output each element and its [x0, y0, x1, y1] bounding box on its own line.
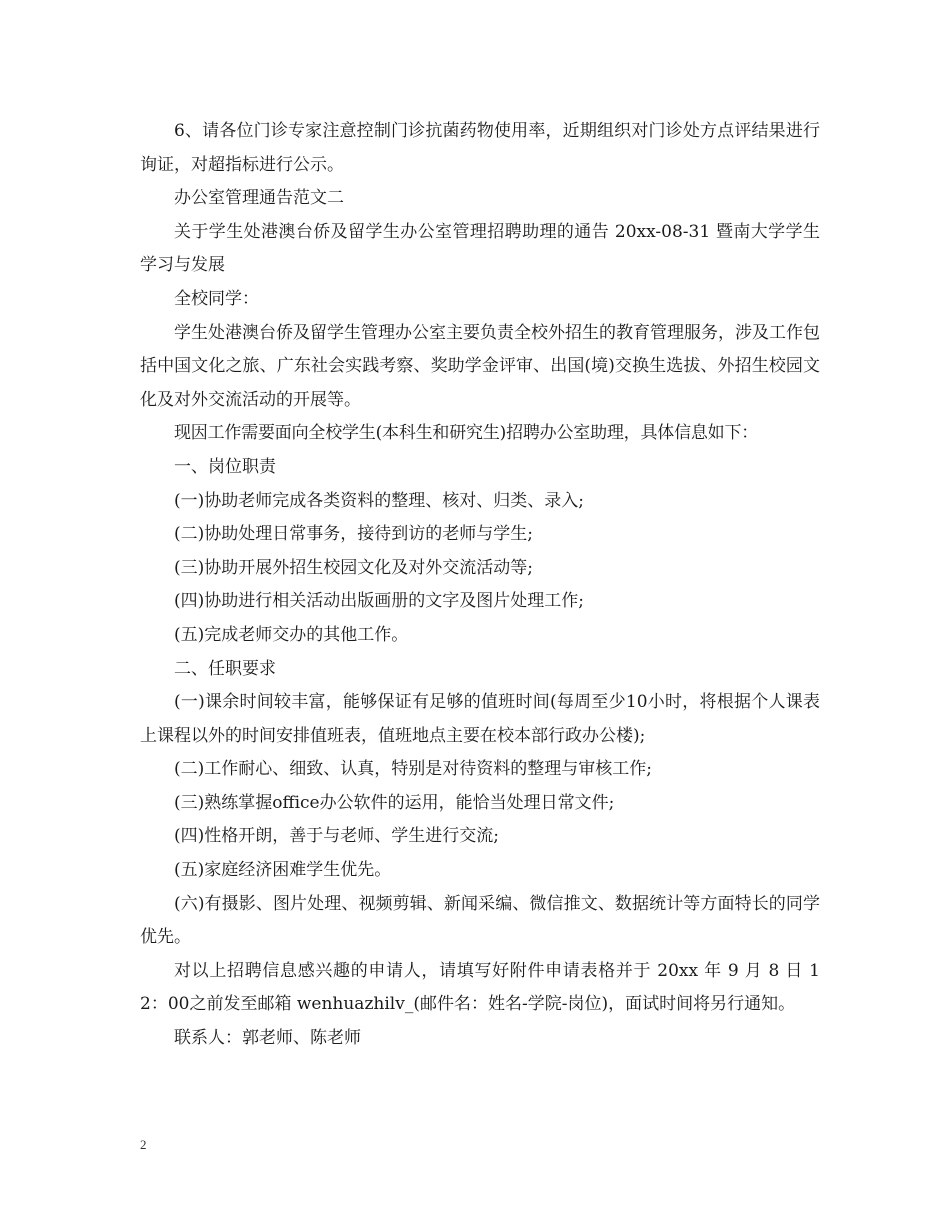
heading-duties: 一、岗位职责: [174, 456, 276, 477]
list-item: (五)完成老师交办的其他工作。: [174, 624, 409, 645]
heading-requirements: 二、任职要求: [174, 658, 276, 679]
list-item: (一)协助老师完成各类资料的整理、核对、归类、录入;: [174, 490, 584, 511]
list-item: (五)家庭经济困难学生优先。: [174, 860, 392, 881]
paragraph: 现因工作需要面向全校学生(本科生和研究生)招聘办公室助理，具体信息如下：: [174, 423, 759, 444]
list-item: (三)协助开展外招生校园文化及对外交流活动等;: [174, 557, 533, 578]
section-title: 办公室管理通告范文二: [174, 188, 344, 209]
list-item: (四)性格开朗，善于与老师、学生进行交流;: [174, 826, 499, 847]
list-item: (三)熟练掌握office办公软件的运用，能恰当处理日常文件;: [174, 792, 615, 813]
notice-title: 关于学生处港澳台侨及留学生办公室管理招聘助理的通告 20xx-08-31 暨南大学学生学习与发展: [140, 221, 820, 276]
paragraph: 6、请各位门诊专家注意控制门诊抗菌药物使用率，近期组织对门诊处方点评结果进行询证，对超指标进行公示。: [140, 121, 820, 175]
salutation: 全校同学：: [174, 288, 259, 309]
application-instructions: 对以上招聘信息感兴趣的申请人，请填写好附件申请表格并于 20xx 年 9 月 8 日 12：00之前发至邮箱 wenhuazhilv_(邮件名：姓名-学院-岗位)，面试时间将另行通知。: [140, 960, 820, 1015]
list-item: (一)课余时间较丰富，能够保证有足够的值班时间(每周至少10小时，将根据个人课表上课程以外的时间安排值班表，值班地点主要在校本部行政办公楼);: [140, 692, 820, 746]
list-item: (二)工作耐心、细致、认真，特别是对待资料的整理与审核工作;: [174, 759, 652, 780]
paragraph: 学生处港澳台侨及留学生管理办公室主要负责全校外招生的教育管理服务，涉及工作包括中国文化之旅、广东社会实践考察、奖助学金评审、出国(境)交换生选拔、外招生校园文化及对外交流活动的开展等。: [140, 322, 820, 410]
document-body: [140, 115, 820, 1056]
page-number: 2: [140, 1137, 147, 1152]
list-item: (二)协助处理日常事务，接待到访的老师与学生;: [174, 524, 533, 545]
list-item: (六)有摄影、图片处理、视频剪辑、新闻采编、微信推文、数据统计等方面特长的同学优先。: [140, 893, 820, 948]
contact-line: 联系人：郭老师、陈老师: [174, 1028, 361, 1049]
list-item: (四)协助进行相关活动出版画册的文字及图片处理工作;: [174, 591, 584, 612]
